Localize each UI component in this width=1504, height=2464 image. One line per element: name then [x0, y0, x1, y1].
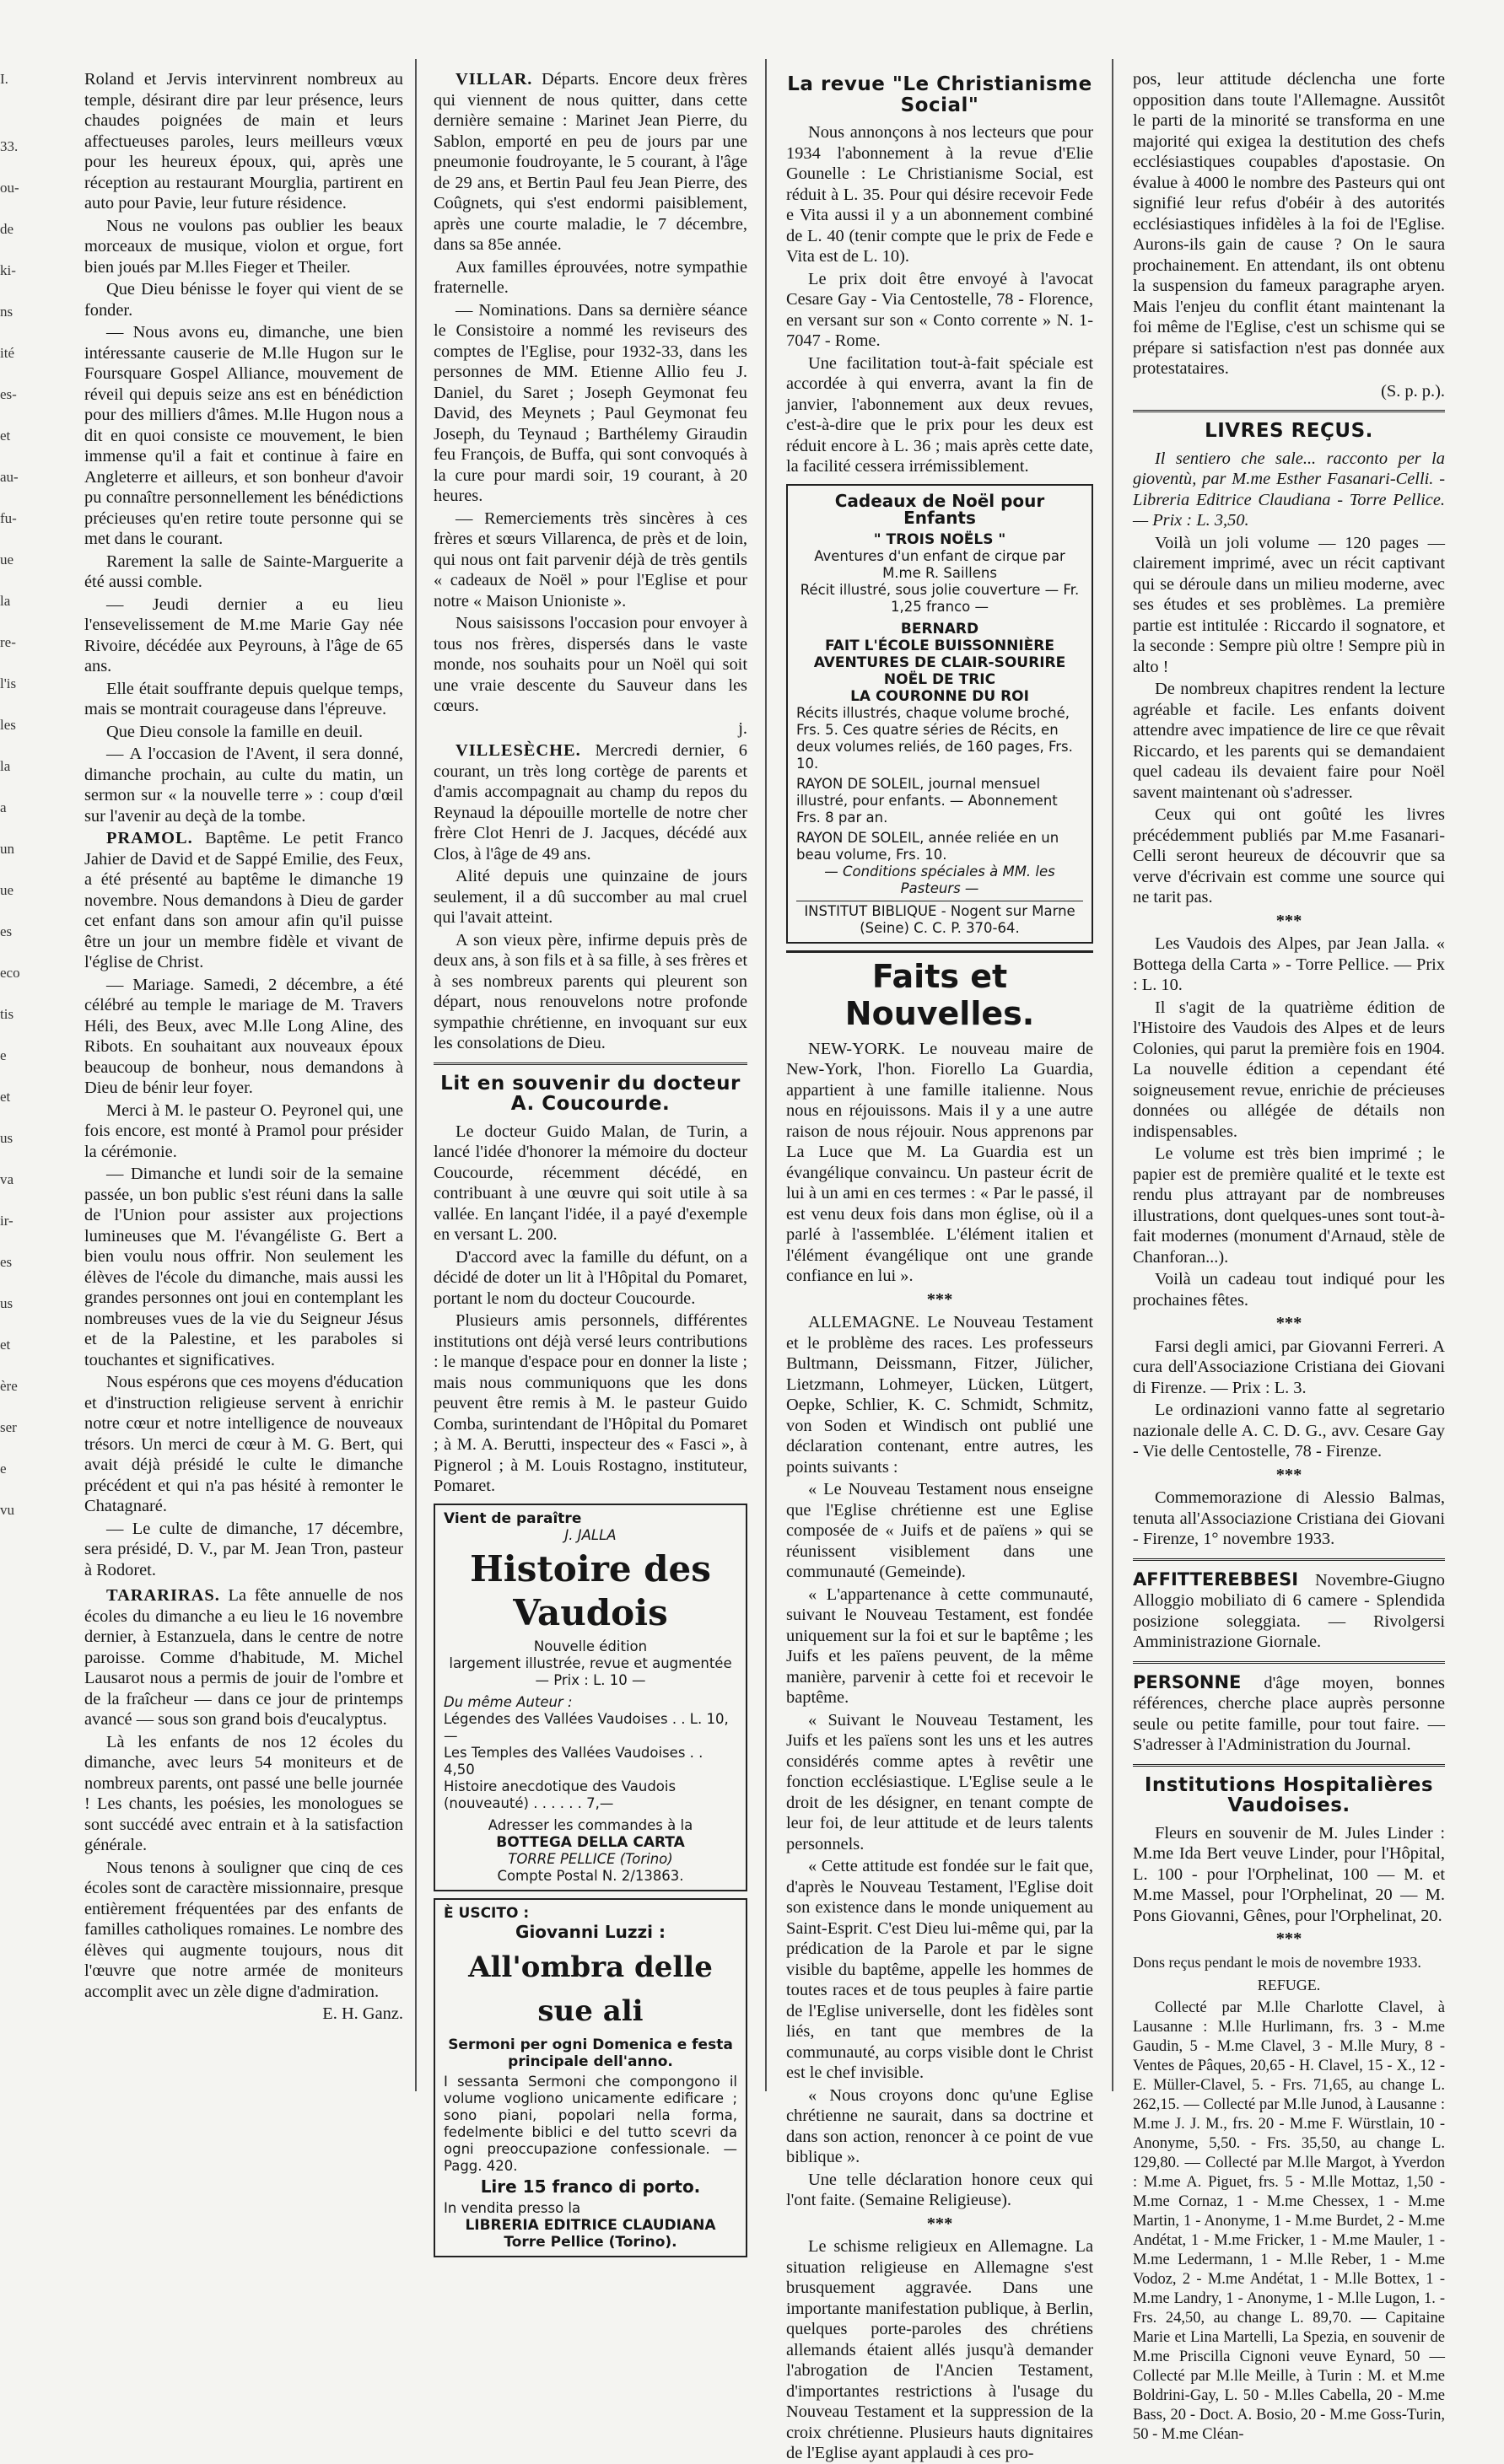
ad-compte: Compte Postal N. 2/13863.: [497, 1867, 684, 1884]
margin-fragment: la: [0, 758, 11, 774]
pramol-education: Nous espérons que ces moyens d'éducation et d'instruction religieuse servent à enrichir notre cœur et notre intelligence de nouveaux trésors. Un merci de cœur à M. G. Bert, qui avait déjà présidé le culte le dimanche précédent et qui n'a pas hésité à remonter le Chatagnaré.: [84, 1373, 403, 1515]
livres-p: Les Vaudois des Alpes, par Jean Jalla. « Bottega della Carta » - Torre Pellice. — Prix : L. 10.: [1133, 934, 1445, 994]
allemagne-p: « L'appartenance à cette communauté, suivant le Nouveau Testament, est fondée uniquement sur la foi et sur le baptême ; les Juifs et les païens peuvent, de la même manière, parvenir à cette foi et recevoir le baptême.: [786, 1584, 1093, 1707]
livres-p: Commemorazione di Alessio Balmas, tenuta all'Associazione Cristiana dei Giovani - Firenze, 1° novembre 1933.: [1133, 1488, 1445, 1548]
livres-p: Le volume est très bien imprimé ; le papier est de première qualité et le texte est rendu plus attrayant par de nombreuses illustrations, dont quelques-unes sont tout-à-fait modernes (monument d'Arnaud, stèle de Chanforan...).: [1133, 1144, 1445, 1267]
ad-histoire-vaudois: [434, 1504, 747, 1891]
ad-shop: LIBRERIA EDITRICE CLAUDIANA: [465, 2216, 716, 2234]
ad-adr: Adresser les commandes à la: [488, 1816, 693, 1833]
stars-sep: ***: [926, 1289, 953, 1309]
ad-sub: Sermoni per ogni Domenica e festa principale dell'anno.: [448, 2036, 733, 2070]
villeseche-p: A son vieux père, infirme depuis près de deux ans, à son fils et à sa fille, à ses frères et à ses nombreux parents qui pleurent son départ, nous renouvelons notre profonde sympathie chrétienne, en invoquant sur eux les consolations de Dieu.: [434, 930, 747, 1052]
pramol-first: PRAMOL. Baptême. Le petit Franco Jahier de David et de Sappé Emilie, des Feux, a été présenté au baptême le dimanche 19 novembre. Nous demandons à Dieu de garder cet enfant dans son amour afin qu'il puisse être un jour un membre fidèle et vivant de l'église de Christ.: [84, 829, 403, 971]
margin-fragment: ue: [0, 882, 14, 898]
column-2: [434, 69, 747, 2251]
margin-fragment: au-: [0, 469, 19, 485]
cadeaux-sub: Aventures d'un enfant de cirque par M.me R. Saillens: [814, 547, 1065, 581]
margin-fragment: us: [0, 1295, 13, 1311]
livres-p: Il sentiero che sale... racconto per la gioventù, par M.me Esther Fasanari-Celli. - Libreria Editrice Claudiana - Torre Pellice. — Prix : L. 3,50.: [1133, 449, 1445, 530]
margin-fragment: ère: [0, 1378, 18, 1394]
cadeaux-desc: Récit illustré, sous jolie couverture — Fr. 1,25 franco —: [800, 581, 1080, 615]
col1-paragraph: Que Dieu bénisse le foyer qui vient de se fonder.: [84, 280, 403, 320]
margin-fragment: ser: [0, 1419, 17, 1435]
margin-fragment: vu: [0, 1502, 14, 1518]
ad-vend: In vendita presso la: [444, 2199, 581, 2216]
margin-fragment: e: [0, 1461, 7, 1477]
allemagne-p: « Nous croyons donc qu'une Eglise chrétienne ne saurait, dans sa doctrine et dans son action, renoncer à ce point de vue biblique ».: [786, 2085, 1093, 2166]
margin-fragment: ue: [0, 551, 14, 568]
allemagne-p: « Suivant le Nouveau Testament, les Juifs et les païens sont les uns et les autres considérés comme aptes à revêtir une fonction ecclésiastique. L'Eglise seule a le droit de les désigner, en tenant compte de leur foi, de leur attitude et de leurs talents personnels.: [786, 1710, 1093, 1853]
margin-fragment: I.: [0, 71, 8, 87]
ad-vient: Vient de paraître: [444, 1509, 582, 1527]
villar-p: Nous saisissons l'occasion pour envoyer à tous nos frères, dispersés dans le vaste monde, nos souhaits pour un Noël qui soit une vraie descente du Sauveur dans les cœurs.: [434, 614, 747, 715]
villar-first: VILLAR. Départs. Encore deux frères qui viennent de nous quitter, dans cette dernière semaine : Marinet Jean Pierre, du Sablon, emporté en peu de jours par une pneumonie foudroyante, le 5 courant, à l'âge de 29 ans, et Bertin Paul feu Jean Pierre, des Coûgnets, qui s'est endormi paisiblement, après une courte maladie, le 7 décembre, dans sa 85e année.: [434, 70, 747, 254]
refuge-title: REFUGE.: [1257, 1977, 1321, 1993]
col1-paragraph: — A l'occasion de l'Avent, il sera donné, dimanche prochain, au culte du matin, un sermon sur « la nouvelle terre » : coup d'œil sur l'avenir au deçà de la tombe.: [84, 745, 403, 826]
margin-fragment: l'is: [0, 675, 17, 691]
margin-fragment: de: [0, 221, 14, 237]
lit-p: Plusieurs amis personnels, différentes institutions ont déjà versé leurs contributions : le manque d'espace pour en donner la liste ; mais nous communiquons que les dons peuvent être remis à M. le pasteur Guido Comba, surintendant de l'Hôpital du Pomaret ; à M. A. Berutti, inspecteur des « Fasci », à Pignerol ; à M. Louis Rostagno, instituteur, Pomaret.: [434, 1311, 747, 1495]
allemagne-p: « Cette attitude est fondée sur le fait que, d'après le Nouveau Testament, l'Eglise doit son existence dans le monde uniquement au Saint-Esprit. C'est Dieu lui-même qui, par la prédication de la Parole et par le signe visible du baptême, appelle les hommes de toutes races et de tous peuples à faire partie de l'Eglise universelle, dont les fidèles sont liés, en tant que membres de la communauté, au corps visible dont le Christ est le chef invisible.: [786, 1857, 1093, 2082]
margin-fragment: us: [0, 1130, 13, 1146]
cadeaux-list-desc: Récits illustrés, chaque volume broché, Frs. 5. Ces quatre séries de Récits, en deux volumes reliés, de 160 pages, Frs. 10.: [796, 704, 1073, 772]
inst-title: Institutions Hospitalières Vaudoises.: [1144, 1773, 1434, 1816]
margin-fragment: ité: [0, 345, 14, 361]
col1-paragraph: — Jeudi dernier a eu lieu l'ensevelissement de M.me Marie Gay née Rivoire, décédée aux Peyrouns, à l'âge de 65 ans.: [84, 594, 403, 675]
ad-title: All'ombra delle sue ali: [468, 1950, 713, 2028]
margin-fragment: et: [0, 1337, 11, 1353]
cadeaux-item: NOËL DE TRIC: [883, 670, 996, 688]
margin-fragment: a: [0, 799, 7, 815]
tarariras-p3: Nous tenons à souligner que cinq de ces écoles sont de caractère missionnaire, presque entièrement fréquentées par des enfants de familles catholiques romaines. Le nombre des élèves qui augmente toujours, nous dit l'œuvre que notre armée de moniteurs accomplit avec un zèle digne d'admiration.: [84, 1858, 403, 2001]
allemagne-p: « Le Nouveau Testament nous enseigne que l'Eglise chrétienne est une Eglise composée de « Juifs et de païens » qui se réunissent visiblement dans une communauté (Gemeinde).: [786, 1480, 1093, 1581]
cadeaux-cond: — Conditions spéciales à MM. les Pasteurs —: [824, 863, 1055, 896]
revue-p: Nous annonçons à nos lecteurs que pour 1934 l'abonnement à la revue d'Elie Gounelle : Le Christianisme Social, est réduit à L. 35. Pour qui désire recevoir Fede e Vita aussi il y a un abonnement combiné de L. 40 (tenir compte que le prix de Fede e Vita est de L. 10).: [786, 123, 1093, 266]
divider: [1133, 1558, 1445, 1561]
column-4: [1133, 69, 1445, 2443]
col1-paragraph: Nous ne voulons pas oublier les beaux morceaux de musique, violon et orgue, fort bien joués par M.lles Fieger et Theiler.: [84, 216, 403, 277]
margin-fragment: es: [0, 923, 13, 939]
margin-fragment: ir-: [0, 1213, 13, 1229]
cadeaux-inst: INSTITUT BIBLIQUE - Nogent sur Marne (Seine) C. C. P. 370-64.: [796, 901, 1083, 937]
revue-p: Une facilitation tout-à-fait spéciale est accordée à qui enverra, avant la fin de janvier, l'abonnement aux deux revues, c'est-à-dire que le prix pour les deux est réduit encore à L. 36 ; mais après cette date, la facilité cessera irrémissiblement.: [786, 353, 1093, 476]
cont-p: pos, leur attitude déclencha une forte opposition dans toute l'Allemagne. Aussitôt le parti de la minorité se transforma en une majorité qui exigea la destitution des chefs ecclésiastiques coupables d'apostasie. On évalue à 4000 le nombre des Pasteurs qui ont signifié leur refus d'obéir à des autorités ecclésiastiques infidèles à la foi de l'Eglise. Aurons-ils gain de cause ? On le saura prochainement. En attendant, ils ont obtenu la suspension du fameux paragraphe aryen. Mais l'enjeu du conflit étant maintenant la foi même de l'Eglise, c'est un schisme qui se prépare si satisfaction n'est pas donnée aux protestataires.: [1133, 70, 1445, 378]
cadeaux-item: FAIT L'ÉCOLE BUISSONNIÈRE: [825, 637, 1054, 654]
margin-fragment: ou-: [0, 180, 19, 196]
margin-fragment: e: [0, 1047, 7, 1063]
tarariras-first: TARARIRAS. La fête annuelle de nos écoles du dimanche a eu lieu le 16 novembre dernier, à Estanzuela, dans le centre de notre paroisse. Comme d'habitude, M. Michel Lausarot nous a permis de jouir de l'ombre et de la fraîcheur — dans ce jour de printemps avancé — sous son grand bois d'eucalyptus.: [84, 1586, 403, 1729]
ad-book: Histoire anecdotique des Vaudois (nouveauté) . . . . . . 7,—: [444, 1778, 677, 1811]
ad-city: Torre Pellice (Torino).: [504, 2233, 677, 2251]
ad-price: — Prix : L. 10 —: [535, 1671, 646, 1688]
margin-fragment: et: [0, 428, 11, 444]
stars-sep: ***: [1275, 1929, 1302, 1948]
margin-fragment: et: [0, 1089, 11, 1105]
ad-sub: largement illustrée, revue et augmentée: [449, 1654, 732, 1671]
ad-book: Légendes des Vallées Vaudoises . . L. 10,—: [444, 1710, 729, 1744]
villeseche-p: Alité depuis une quinzaine de jours seulement, il a dû succomber au mal cruel qui l'avait atteint.: [434, 867, 747, 927]
ad-shop: BOTTEGA DELLA CARTA: [496, 1833, 685, 1851]
margin-fragment: ki-: [0, 262, 16, 278]
cont-sign: (S. p. p.).: [1381, 381, 1445, 401]
tarariras-p2: Là les enfants de nos 12 écoles du dimanche, avec leurs 54 moniteurs et de nombreux parents, ont passé une belle journée ! Les chants, les poésies, les monologues se sont succédé avec entrain et à la satisfaction générale.: [84, 1732, 403, 1854]
villar-p: — Remerciements très sincères à ces frères et sœurs Villarenca, de près et de loin, qui nous ont fait parvenir déjà de très gentils « cadeaux de Noël » pour l'Eglise et pour notre « Maison Unioniste ».: [434, 508, 747, 611]
margin-fragment: 33.: [0, 138, 19, 154]
livres-p: De nombreux chapitres rendent la lecture agréable et facile. Les enfants doivent attendre avec impatience de lire ce que rêvait Riccardo, et les parents qui se demandaient quel cadeau ils devaient faire pour Noël savent maintenant où s'adresser.: [1133, 680, 1445, 802]
ad-meme: Du même Auteur :: [444, 1693, 573, 1710]
livres-p: Farsi degli amici, par Giovanni Ferreri. A cura dell'Associazione Cristiana dei Giovani di Firenze. — Prix : L. 3.: [1133, 1337, 1445, 1397]
margin-fragments: [0, 69, 19, 2093]
margin-fragment: fu-: [0, 510, 17, 526]
margin-fragment: tis: [0, 1006, 14, 1022]
faits-title: Faits et Nouvelles.: [786, 950, 1093, 1032]
cadeaux-noels: " TROIS NOËLS ": [873, 530, 1006, 548]
stars-sep: ***: [1275, 911, 1302, 930]
ad-personne: PERSONNE d'âge moyen, bonnes références, cherche place auprès personne seule ou petite famille, pour tout faire. — S'adresser à l'Administration du Journal.: [1133, 1671, 1445, 1754]
column-1: [84, 69, 403, 2093]
ad-sub: Nouvelle édition: [533, 1638, 648, 1654]
cadeaux-item: LA COURONNE DU ROI: [850, 687, 1029, 705]
margin-fragment: ns: [0, 304, 13, 320]
pramol-culte: — Le culte de dimanche, 17 décembre, sera présidé, D. V., par M. Jean Tron, pasteur à Rodoret.: [84, 1519, 403, 1579]
schisme-p: Le schisme religieux en Allemagne. La situation religieuse en Allemagne s'est brusquement aggravée. Dans une importante manifestation publique, à Berlin, quelques porte-paroles des chrétiens allemands étaient allés jusqu'à demander l'abrogation de l'Ancien Testament, d'importantes restrictions à l'usage du Nouveau Testament et la suppression de la croix chrétienne. Plusieurs hauts dignitaires de l'Eglise ayant applaudi à ces pro-: [786, 2237, 1093, 2462]
margin-fragment: es-: [0, 386, 17, 402]
col1-paragraphs: [84, 69, 403, 826]
lit-p: Le docteur Guido Malan, de Turin, a lancé l'idée d'honorer la mémoire du docteur Coucourde, récemment décédé, en contribuant à une œuvre qui soit utile à sa vallée. En lançant l'idée, il a payé d'exemple en versant L. 200.: [434, 1122, 747, 1244]
col1-paragraph: Que Dieu console la famille en deuil.: [106, 722, 364, 741]
pramol-projections: — Dimanche et lundi soir de la semaine passée, un bon public s'est réuni dans la salle de l'Union pour assister aux projections lumineuses que M. l'évangéliste G. Bert a bien voulu nous offrir. Non seulement les élèves de l'école du dimanche, mais aussi les grandes personnes ont joui en contemplant les nombreuses vues de la vie du Seigneur Jésus et de la Palestine, et les paraboles si touchantes et significatives.: [84, 1165, 403, 1369]
stars-sep: ***: [1275, 1314, 1302, 1332]
lit-p: D'accord avec la famille du défunt, on a décidé de doter un lit à l'Hôpital du Pomaret, portant le nom du docteur Coucourde.: [434, 1247, 747, 1308]
cadeaux-title: Cadeaux de Noël pour Enfants: [834, 490, 1045, 528]
divider: [1133, 410, 1445, 412]
ad-author: Giovanni Luzzi :: [515, 1921, 666, 1942]
ad-cadeaux-noel: [786, 484, 1093, 944]
cadeaux-item: AVENTURES DE CLAIR-SOURIRE: [813, 654, 1066, 671]
allemagne-p: ALLEMAGNE. Le Nouveau Testament et le problème des races. Les professeurs Bultmann, Deissmann, Fitzer, Jülicher, Lietzmann, Lohmeyer, Lücken, Lütgert, Oepke, Schlier, K. C. Schmidt, Schmitz, von Soden et Windisch ont publié une déclaration contenant, entre autres, les points suivants :: [786, 1313, 1093, 1477]
pramol-mariage: — Mariage. Samedi, 2 décembre, a été célébré au temple le mariage de M. Travers Héli, des Beux, avec M.lle Long Aline, des Ribots. En souhaitant aux nouveaux époux beaucoup de bonheur, nous demandons à Dieu de bénir leur foyer.: [84, 975, 403, 1097]
col1-paragraph: — Nous avons eu, dimanche, une bien intéressante causerie de M.lle Hugon sur le Foursquare Gospel Alliance, mouvement de réveil qui depuis seize ans est en bénédiction pour des milliers d'âmes. M.lle Hugon nous a dit en quoi consiste ce mouvement, le bien immense qu'il a fait et continue à faire en Angleterre et ailleurs, et son bonheur d'avoir pu connaître personnellement les bénédictions précieuses qu'en retire toute personne qui se met dans le courant.: [84, 323, 403, 548]
margin-fragment: es: [0, 1254, 13, 1270]
margin-fragment: re-: [0, 634, 16, 650]
villeseche-first: VILLESÈCHE. Mercredi dernier, 6 courant, un très long cortège de parents et d'amis accompagnait au champ du repos du Reynaud la dépouille mortelle de notre cher frère Clot Henri de J. Jacques, décédé aux Clos, à l'âge de 49 ans.: [434, 741, 747, 863]
livres-p: Il s'agit de la quatrième édition de l'Histoire des Vaudois des Alpes et de leurs Colonies, qui parut la première fois en 1904. La nouvelle édition a cependant été soigneusement revue, enrichie de précieuses données ou allégée de détails non indispensables.: [1133, 998, 1445, 1141]
divider: [434, 1063, 747, 1065]
margin-fragment: va: [0, 1171, 14, 1187]
col1-paragraph: Roland et Jervis intervinrent nombreux au temple, désirant dire par leur présence, leurs chaudes poignées de main et leurs affectueuses paroles, leurs meilleurs vœux pour les heureux époux, qui, après une réception au restaurant Mourglia, partirent en auto pour Pavie, leur future résidence.: [84, 70, 403, 213]
livres-p: Ceux qui ont goûté les livres précédemment publiés par M.me Fasanari-Celli seront heureux de découvrir que sa verve d'écrivain est comme une source qui ne tarit pas.: [1133, 805, 1445, 907]
allemagne-end: Une telle déclaration honore ceux qui l'ont faite. (Semaine Religieuse).: [786, 2170, 1093, 2209]
signature: E. H. Ganz.: [322, 2004, 403, 2023]
col1-paragraph: Rarement la salle de Sainte-Marguerite a été aussi comble.: [84, 551, 403, 591]
ad-price: Lire 15 franco di porto.: [480, 2176, 701, 2197]
livres-p: Le ordinazioni vanno fatte al segretario nazionale delle A. C. D. G., avv. Cesare Gay - Vie delle Centostelle, 78 - Firenze.: [1133, 1401, 1445, 1461]
cadeaux-rayon: RAYON DE SOLEIL, journal mensuel illustré, pour enfants. — Abonnement Frs. 8 par an.: [796, 775, 1058, 826]
ad-city: TORRE PELLICE (Torino): [508, 1850, 673, 1867]
ad-title: Histoire des Vaudois: [470, 1547, 711, 1633]
villar-p: — Nominations. Dans sa dernière séance le Consistoire a nommé les reviseurs des comptes de l'Eglise, pour 1932-33, dans les personnes de MM. Etienne Allio feu J. Daniel, du Saret ; Joseph Geymonat feu David, des Meynets ; Paul Geymonat feu Joseph, du Teynaud ; Barthélemy Giraudin feu François, de Buffa, qui sont convoqués à la cure pour mardi soir, 19 courant, à 20 heures.: [434, 300, 747, 505]
revue-title: La revue "Le Christianisme Social": [787, 73, 1092, 116]
revue-p: Le prix doit être envoyé à l'avocat Cesare Gay - Via Centostelle, 78 - Florence, en versant sur son « Conto corrente » N. 1-7047 - Rome.: [786, 269, 1093, 350]
margin-fragment: les: [0, 717, 16, 733]
divider: [1133, 1764, 1445, 1767]
cadeaux-rayon: RAYON DE SOLEIL, année reliée en un beau volume, Frs. 10.: [796, 829, 1059, 863]
margin-fragment: un: [0, 841, 14, 857]
margin-fragment: eco: [0, 965, 20, 981]
col1-paragraph: Elle était souffrante depuis quelque temps, mais se montrait courageuse dans l'épreuve.: [84, 679, 403, 718]
stars-sep: ***: [1275, 1465, 1302, 1484]
ad-uscito: È USCITO :: [444, 1904, 530, 1922]
cadeaux-item: BERNARD: [900, 620, 979, 638]
lit-title: Lit en souvenir du docteur A. Coucourde.: [440, 1072, 741, 1115]
villar-sign: j.: [738, 718, 747, 738]
ad-luzzi: [434, 1898, 747, 2257]
livres-p: Voilà un cadeau tout indiqué pour les prochaines fêtes.: [1133, 1270, 1445, 1310]
dons-p: Dons reçus pendant le mois de novembre 1933.: [1133, 1953, 1421, 1971]
ad-desc: I sessanta Sermoni che compongono il volume vogliono unicamente edificare ; sono piani, popolari nella forma, fedelmente biblici e del tutto scevri da ogni preoccupazione confessionale. — Pagg. 420.: [444, 2073, 737, 2174]
refuge-p: Collecté par M.lle Charlotte Clavel, à Lausanne : M.lle Hurlimann, frs. 3 - M.me Gaudin, 5 - M.me Clavel, 3 - M.lle Mury, 8 - Ventes de Pâques, 20,65 - H. Clavel, 15 - X., 12 - E. Müller-Clavel, 5. - Frs. 71,65, au change L. 262,15. — Collecté par M.lle Junod, à Lausanne : M.me J. J. M., frs. 20 - M.me F. Würstlain, 10 - Anonyme, 5,50. - Frs. 35,50, au change L. 129,80. — Collecté par M.lle Margot, à Yverdon : M.me A. Piguet, frs. 5 - M.lle Mottaz, 1,50 - M.me Cornaz, 1 - M.me Chessex, 1 - M.me Martin, 1 - Anonyme, 1 - M.me Burdet, 2 - M.me Andétat, 1 - M.me Fricker, 1 - M.me Mauler, 1 - M.me Ledermann, 1 - M.lle Reber, 1 - M.me Vodoz, 2 - M.me Andétat, 1 - M.lle Bottex, 1 - M.me Landry, 1 - Anonyme, 1 - M.lle Lugon, 1. - Frs. 24,50, au change L. 89,70. — Capitaine Marie et Lina Martelli, La Spezia, en souvenir de M.me Priscilla Cignoni veuve Eynard, 50 — Collecté par M.lle Meille, à Turin : M. et M.me Boldrini-Gay, L. 50 - M.lles Cabella, 20 - M.me Bass, 20 - Doct. A. Bosio, 20 - M.me Goss-Turin, 50 - M.me Cléan-: [1133, 1999, 1445, 2443]
column-3: [786, 69, 1093, 2462]
livres-title: LIVRES REÇUS.: [1205, 420, 1373, 442]
pramol-merci: Merci à M. le pasteur O. Peyronel qui, une fois encore, est monté à Pramol pour présider la cérémonie.: [84, 1100, 403, 1161]
stars-sep: ***: [926, 2214, 953, 2233]
inst-p: Fleurs en souvenir de M. Jules Linder : M.me Ida Bert veuve Linder, pour l'Hôpital, L. 100 - pour l'Orphelinat, 100 — M. et M.me Massel, pour l'Orphelinat, 20 — M. Pons Giovanni, Gênes, pour l'Orphelinat, 20.: [1133, 1823, 1445, 1925]
ad-affitterebbesi: AFFITTEREBBESI Novembre-Giugno Alloggio mobiliato di 6 camere - Splendida posizione soleggiata. — Rivolgersi Amministrazione Giornale.: [1133, 1568, 1445, 1651]
divider: [1133, 1661, 1445, 1664]
villar-p: Aux familles éprouvées, notre sympathie fraternelle.: [434, 257, 747, 297]
faits-p: NEW-YORK. Le nouveau maire de New-York, l'hon. Fiorello La Guardia, appartient à une famille italienne. Nous nous en réjouissons. Mais il y a une autre raison de nous réjouir. Nous apprenons par La Luce que M. La Guardia est un évangélique convaincu. Un pasteur écrit de lui à un ami en ces termes : « Par le passé, il est venu deux fois dans mon église, où il a parlé à l'assemblée. L'élément italien et l'élément évangélique ont une grande confiance en lui ».: [786, 1039, 1093, 1285]
livres-p: Voilà un joli volume — 120 pages — clairement imprimé, avec un récit captivant qui se déroule dans un milieu moderne, avec ses études et ses problèmes. La première partie est intitulée : Riccardo il sognatore, et la seconde : Sempre più oltre ! Sempre più in alto !: [1133, 533, 1445, 676]
ad-author: J. JALLA: [564, 1526, 617, 1543]
ad-book: Les Temples des Vallées Vaudoises . . 4,50: [444, 1744, 703, 1778]
margin-fragment: la: [0, 593, 11, 609]
